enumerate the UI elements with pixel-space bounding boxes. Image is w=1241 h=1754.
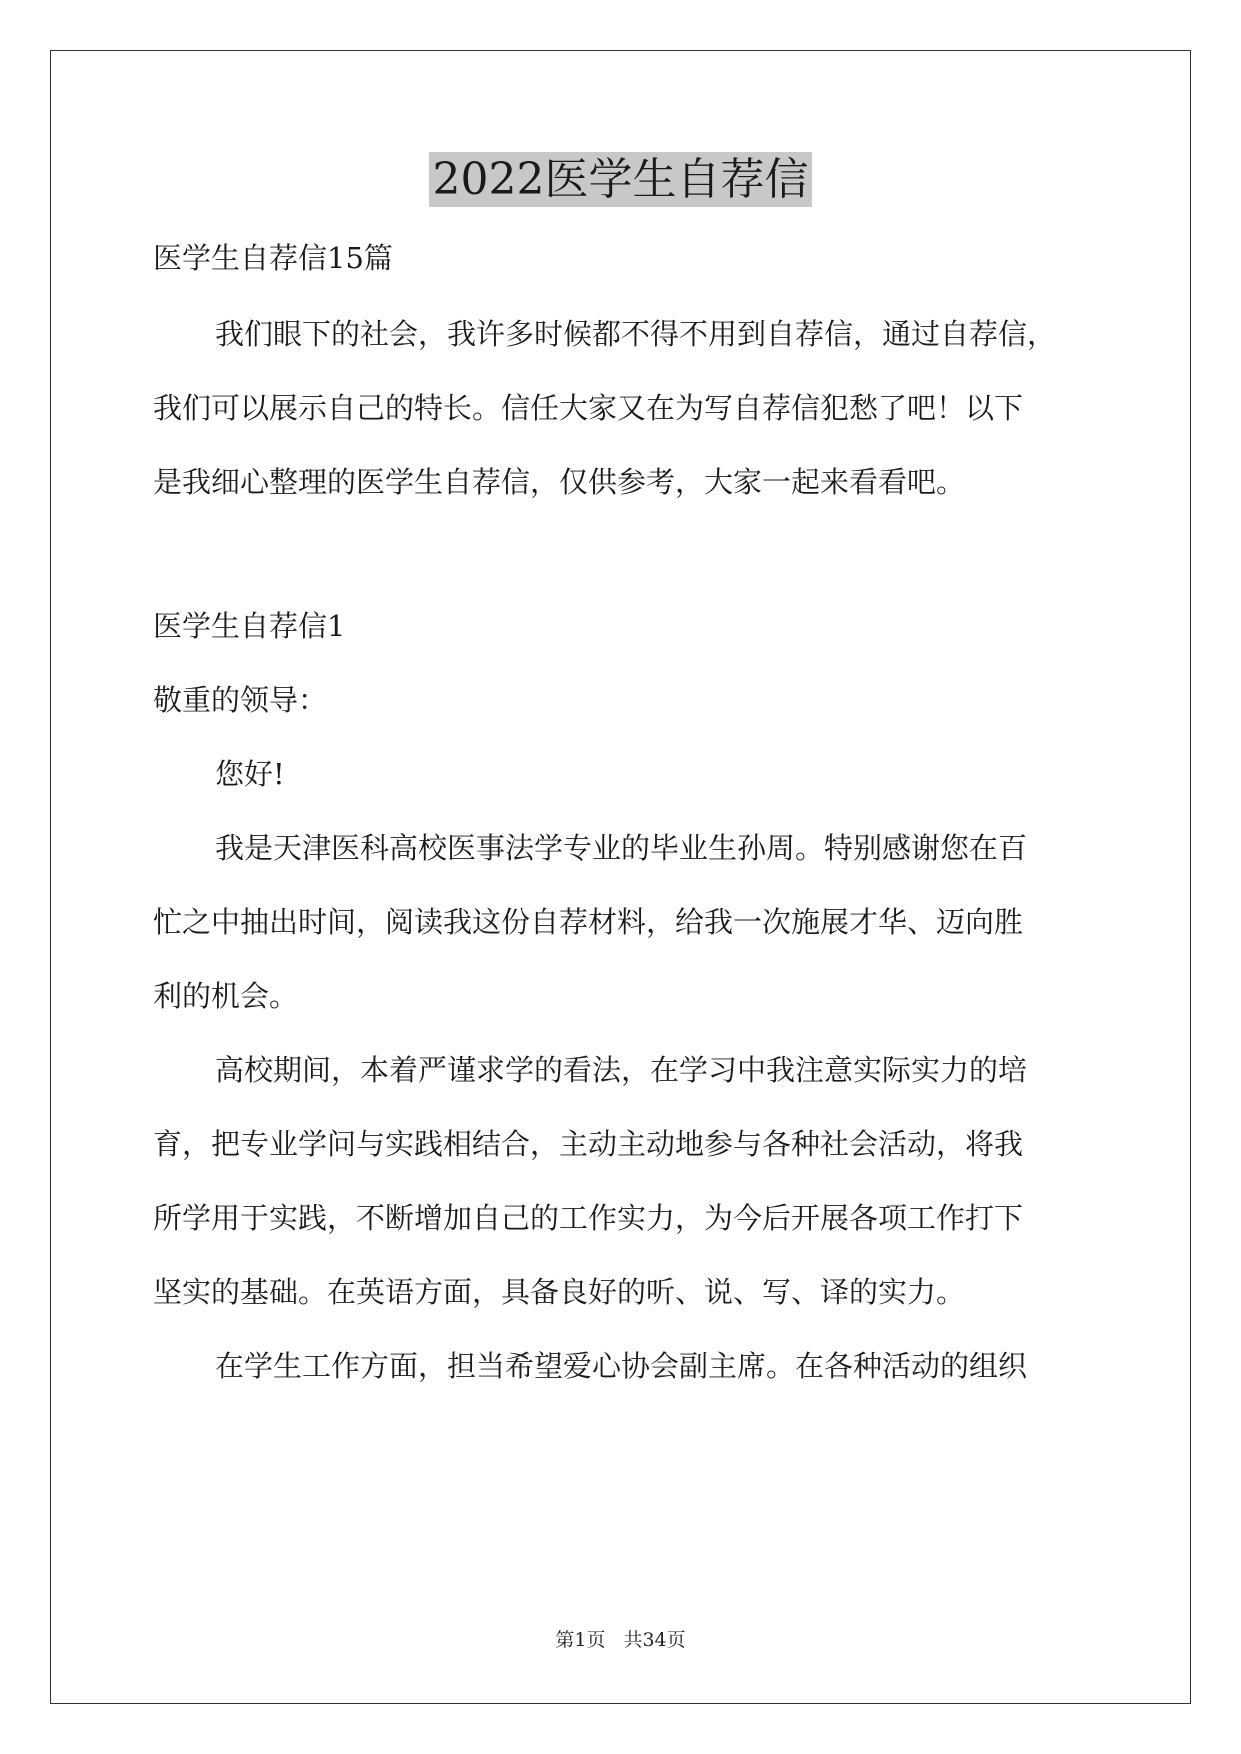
intro-line: 我们眼下的社会，我许多时候都不得不用到自荐信，通过自荐信， (215, 317, 1057, 351)
body-line: 我是天津医科高校医事法学专业的毕业生孙周。特别感谢您在百 (215, 831, 1028, 865)
greeting: 您好! (215, 757, 285, 791)
document-title-text: 2022医学生自荐信 (429, 152, 813, 207)
body-line: 高校期间，本着严谨求学的看法，在学习中我注意实际实力的培 (215, 1053, 1028, 1087)
body-line: 坚实的基础。在英语方面，具备良好的听、说、写、译的实力。 (153, 1275, 966, 1309)
body-line: 利的机会。 (153, 979, 299, 1013)
intro-line: 是我细心整理的医学生自荐信，仅供参考，大家一起来看看吧。 (153, 465, 966, 499)
page-footer (0, 1628, 1241, 1652)
section-heading: 医学生自荐信1 (153, 609, 346, 643)
body-line: 育，把专业学问与实践相结合，主动主动地参与各种社会活动，将我 (153, 1127, 1024, 1161)
document-subtitle: 医学生自荐信15篇 (153, 241, 393, 275)
salutation: 敬重的领导： (153, 683, 328, 717)
body-line: 在学生工作方面，担当希望爱心协会副主席。在各种活动的组织 (215, 1349, 1028, 1383)
body-line: 忙之中抽出时间，阅读我这份自荐材料，给我一次施展才华、迈向胜 (153, 905, 1024, 939)
page-current: 第1页 (555, 1629, 606, 1651)
document-title (0, 152, 1241, 208)
body-line: 所学用于实践，不断增加自己的工作实力，为今后开展各项工作打下 (153, 1201, 1024, 1235)
page-total: 共34页 (623, 1629, 686, 1651)
page-border (50, 50, 1191, 1704)
intro-line: 我们可以展示自己的特长。信任大家又在为写自荐信犯愁了吧！以下 (153, 391, 1024, 425)
